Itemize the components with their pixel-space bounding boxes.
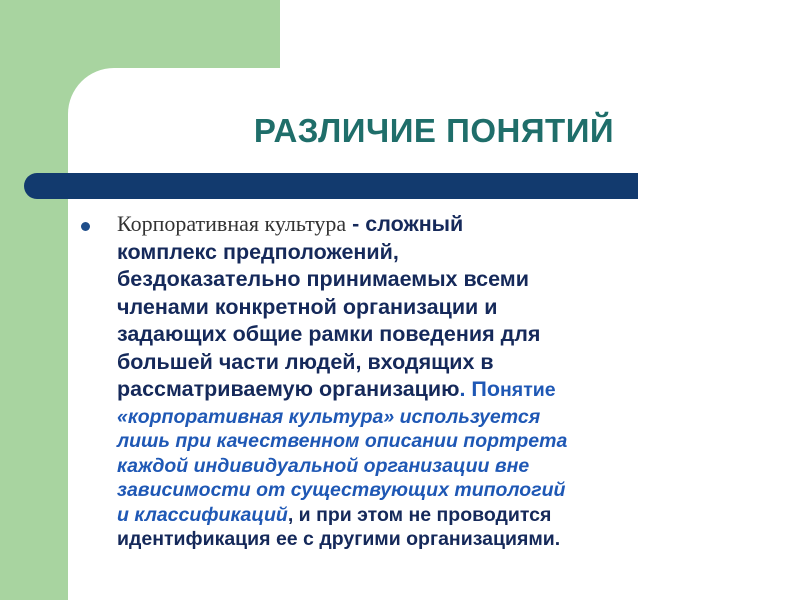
body-line: «корпоративная культура» используется	[117, 405, 541, 428]
body-line: большей части людей, входящих в	[117, 349, 494, 374]
slide-body	[117, 210, 752, 552]
body-line: комплекс предположений,	[117, 239, 399, 264]
text-run: рассматриваемую организацию	[117, 377, 460, 401]
body-line: лишь при качественном описании портрета	[117, 430, 568, 453]
term: Корпоративная культура	[117, 211, 347, 236]
body-line: зависимости от существующих типологий	[117, 479, 566, 502]
body-line: идентификация ее с другими организациями.	[117, 528, 561, 551]
text-run: , и при этом не проводится	[287, 503, 552, 526]
slide-title: РАЗЛИЧИЕ ПОНЯТИЙ	[253, 112, 615, 149]
title-underline-bar	[24, 173, 638, 199]
text-run: . По	[459, 377, 501, 401]
bullet-icon	[81, 222, 90, 231]
text-run: нятие	[500, 379, 556, 401]
body-line: задающих общие рамки поведения для	[117, 322, 541, 346]
body-line: бездоказательно принимаемых всеми	[117, 267, 529, 291]
body-line	[117, 210, 752, 239]
body-line	[117, 376, 752, 405]
body-line: членами конкретной организации и	[117, 294, 498, 319]
text-run: сложный	[365, 212, 464, 236]
dash: -	[346, 212, 366, 236]
text-run: и классификаций	[117, 503, 288, 526]
body-line: каждой индивидуальной организации вне	[117, 454, 530, 477]
body-line	[117, 503, 752, 528]
